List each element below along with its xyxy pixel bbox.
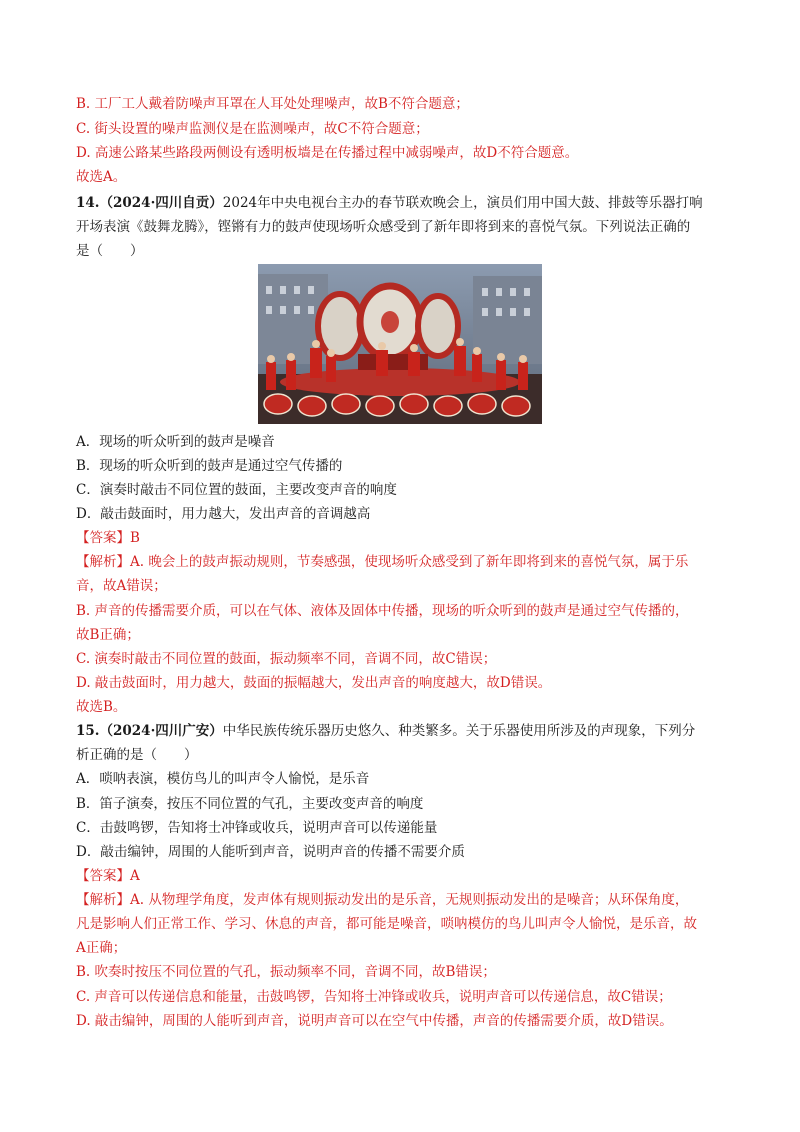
q15-source: （2024·四川广安）: [99, 723, 223, 739]
q15-number: 15.: [76, 723, 100, 739]
q15-stem-line-1: [76, 721, 695, 741]
q14-analysis-line-2: 音，故A错误；: [76, 578, 167, 594]
q15-stem-line-2: 析正确的是（ ）: [76, 747, 198, 763]
q15-analysis-line-3: A正确；: [76, 940, 127, 956]
q14-answer-value: B: [130, 530, 140, 546]
q13-conclusion: 故选A。: [76, 169, 127, 185]
q14-analysis-label: 【解析】: [76, 554, 130, 570]
q15-answer-value: A: [130, 868, 140, 884]
q15-answer: [76, 866, 140, 886]
q14-answer-label: 【答案】: [76, 530, 130, 546]
q14-stem-line-3: 是（ ）: [76, 243, 144, 259]
q14-analysis-line-6: D. 敲击鼓面时，用力越大，鼓面的振幅越大，发出声音的响度越大，故D错误。: [76, 675, 552, 691]
q15-option-c: C．击鼓鸣锣，告知将士冲锋或收兵，说明声音可以传递能量: [76, 820, 438, 836]
q15-stem-text: 中华民族传统乐器历史悠久、种类繁多。关于乐器使用所涉及的声现象，下列分: [222, 723, 696, 739]
q15-analysis-line-6: D. 敲击编钟，周围的人能听到声音，说明声音可以在空气中传播，声音的传播需要介质，故D错误。: [76, 1013, 673, 1029]
q15-analysis-line-5: C. 声音可以传递信息和能量，击鼓鸣锣，告知将士冲锋或收兵，说明声音可以传递信息，故C错误；: [76, 989, 672, 1005]
q15-analysis-line-1: [76, 890, 688, 910]
q14-stem-text: 2024年中央电视台主办的春节联欢晚会上，演员们用中国大鼓、排鼓等乐器打响: [222, 195, 703, 211]
q15-analysis-label: 【解析】: [76, 892, 130, 908]
q14-analysis-line-3: B. 声音的传播需要介质，可以在气体、液体及固体中传播，现场的听众听到的鼓声是通过空气传播的，: [76, 603, 689, 619]
q14-option-c: C．演奏时敲击不同位置的鼓面，主要改变声音的响度: [76, 482, 397, 498]
q15-option-d: D．敲击编钟，周围的人能听到声音，说明声音的传播不需要介质: [76, 844, 465, 860]
q13-analysis-line-c: C. 街头设置的噪声监测仪是在监测噪声，故C不符合题意；: [76, 121, 429, 137]
q15-analysis-line-2: 凡是影响人们正常工作、学习、休息的声音，都可能是噪音，唢呐模仿的鸟儿叫声令人愉悦，是乐音，故: [76, 916, 697, 932]
q15-answer-label: 【答案】: [76, 868, 130, 884]
drum-performance-photo: [258, 264, 542, 424]
q15-analysis-line-4: B. 吹奏时按压不同位置的气孔，振动频率不同，音调不同，故B错误；: [76, 964, 496, 980]
q14-analysis-text: A. 晚会上的鼓声振动规则，节奏感强，使现场听众感受到了新年即将到来的喜悦气氛，属于乐: [130, 554, 689, 570]
q15-option-a: A．唢呐表演，模仿鸟儿的叫声令人愉悦，是乐音: [76, 771, 370, 787]
q14-number: 14.: [76, 195, 100, 211]
q14-stem-line-1: [76, 193, 703, 213]
q14-conclusion: 故选B。: [76, 699, 127, 715]
drum-performance-image: [258, 264, 542, 424]
q14-analysis-line-1: [76, 552, 688, 572]
q14-option-a: A．现场的听众听到的鼓声是噪音: [76, 434, 275, 450]
q13-analysis-line-d: D. 高速公路某些路段两侧设有透明板墙是在传播过程中减弱噪声，故D不符合题意。: [76, 145, 579, 161]
q15-analysis-text: A. 从物理学角度，发声体有规则振动发出的是乐音，无规则振动发出的是噪音；从环保角度，: [130, 892, 689, 908]
q14-option-b: B．现场的听众听到的鼓声是通过空气传播的: [76, 458, 343, 474]
q15-option-b: B．笛子演奏，按压不同位置的气孔，主要改变声音的响度: [76, 796, 424, 812]
q14-source: （2024·四川自贡）: [99, 195, 223, 211]
q14-option-d: D．敲击鼓面时，用力越大，发出声音的音调越高: [76, 506, 371, 522]
q14-stem-line-2: 开场表演《鼓舞龙腾》，铿锵有力的鼓声使现场听众感受到了新年即将到来的喜悦气氛。下列说法正确的: [76, 219, 691, 235]
q14-answer: [76, 528, 140, 548]
q14-analysis-line-4: 故B正确；: [76, 627, 140, 643]
q13-analysis-line-b: B. 工厂工人戴着防噪声耳罩在人耳处处理噪声，故B不符合题意；: [76, 96, 469, 112]
q14-analysis-line-5: C. 演奏时敲击不同位置的鼓面，振动频率不同，音调不同，故C错误；: [76, 651, 497, 667]
